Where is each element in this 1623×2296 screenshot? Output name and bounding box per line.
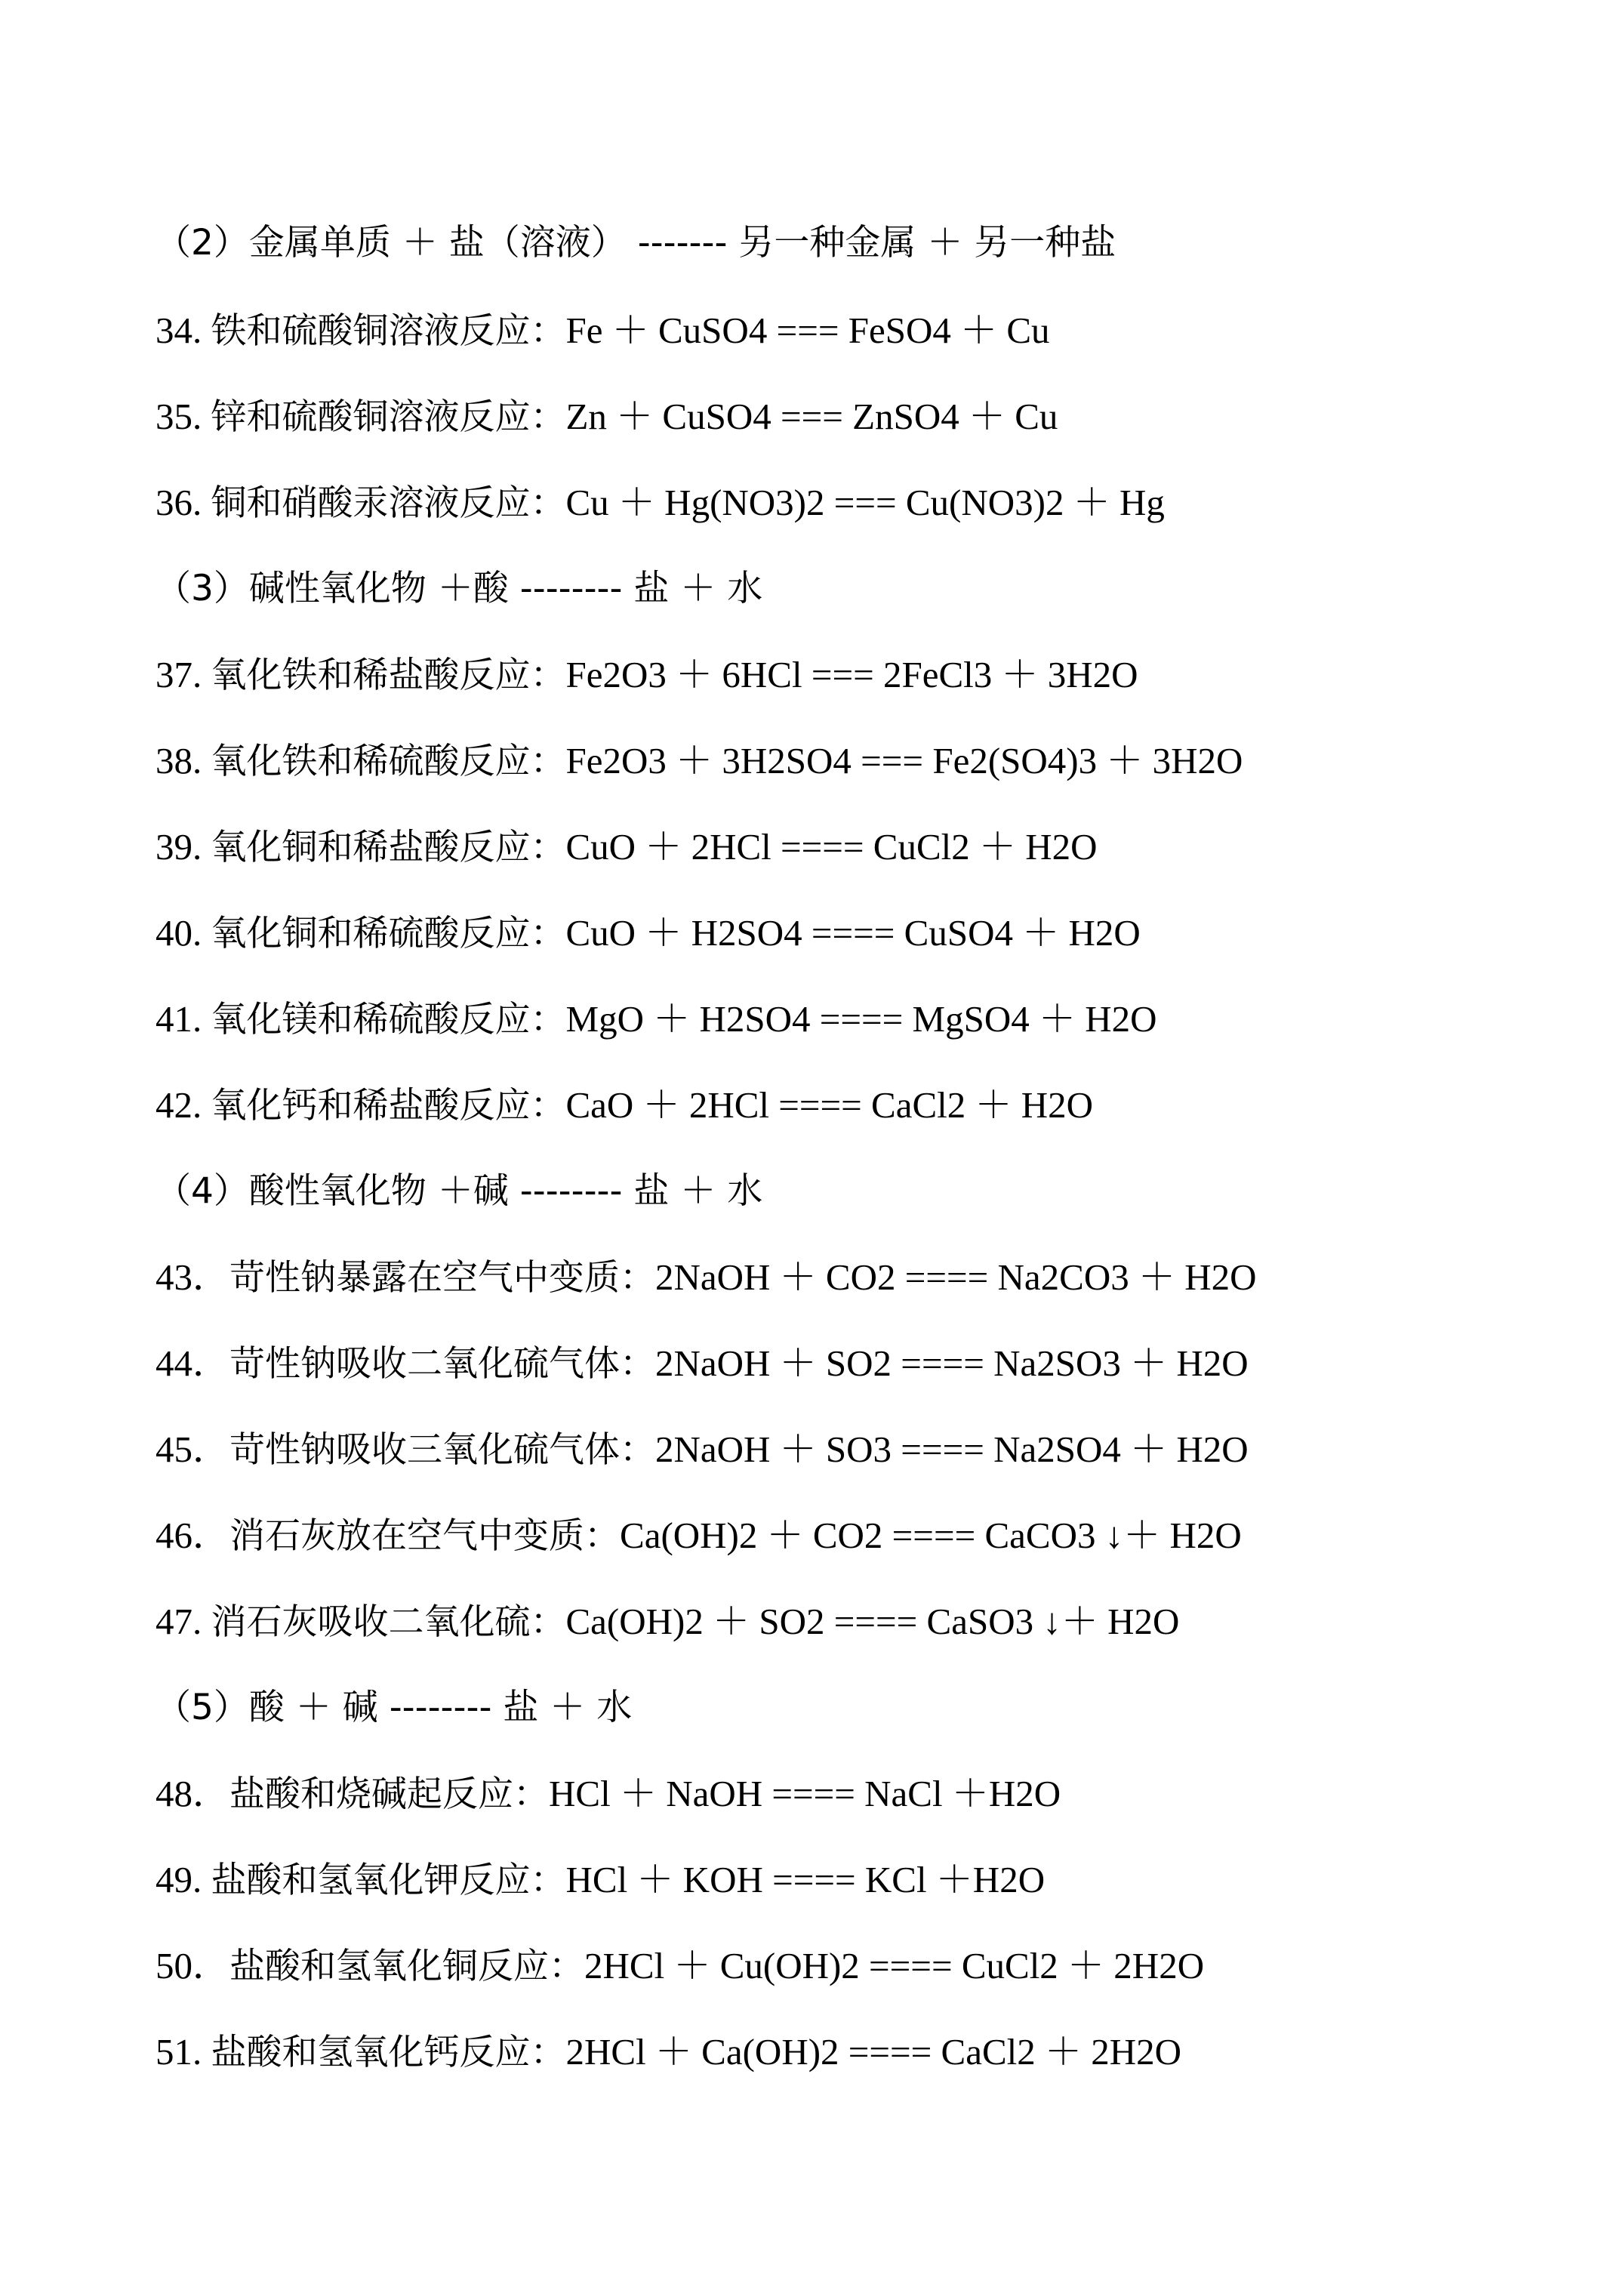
- reaction-equation: MgO ＋ H2SO4 ==== MgSO4 ＋ H2O: [565, 998, 1157, 1040]
- reaction-name: 铁和硫酸铜溶液反应：: [211, 310, 566, 352]
- reaction-name: 盐酸和氢氧化钙反应：: [211, 2032, 566, 2073]
- reaction-name: 铜和硝酸汞溶液反应：: [211, 482, 566, 524]
- reaction-equation: HCl ＋ NaOH ==== NaCl ＋H2O: [549, 1773, 1061, 1814]
- reaction-line-41: [156, 997, 1157, 1042]
- reaction-line-47: [156, 1599, 1179, 1644]
- reaction-name: 氧化铁和稀硫酸反应：: [211, 741, 566, 782]
- reaction-line-39: [156, 824, 1098, 870]
- item-number: 43．: [156, 1256, 230, 1298]
- reaction-name: 氧化铁和稀盐酸反应：: [211, 655, 566, 696]
- reaction-line-40: [156, 911, 1141, 956]
- reaction-equation: CaO ＋ 2HCl ==== CaCl2 ＋ H2O: [565, 1084, 1094, 1126]
- item-number: 48．: [156, 1773, 230, 1814]
- reaction-line-43: [156, 1255, 1257, 1300]
- reaction-equation: Zn ＋ CuSO4 === ZnSO4 ＋ Cu: [565, 396, 1058, 437]
- reaction-line-48: [156, 1771, 1061, 1817]
- section-heading-acidic-oxide-base: [156, 1169, 762, 1214]
- reaction-line-45: [156, 1427, 1249, 1472]
- reaction-name: 盐酸和氢氧化铜反应：: [229, 1946, 585, 1987]
- reaction-name: 苛性钠吸收二氧化硫气体：: [229, 1343, 656, 1385]
- section-heading-basic-oxide-acid: [156, 566, 762, 612]
- heading-text: （5）酸 ＋ 碱 -------- 盐 ＋ 水: [156, 1687, 633, 1728]
- reaction-equation: 2HCl ＋ Ca(OH)2 ==== CaCl2 ＋ 2H2O: [565, 2031, 1182, 2073]
- item-number: 35.: [156, 396, 211, 437]
- reaction-name: 消石灰吸收二氧化硫：: [211, 1601, 566, 1643]
- reaction-line-51: [156, 2029, 1181, 2075]
- reaction-name: 苛性钠暴露在空气中变质：: [229, 1257, 656, 1299]
- heading-text: （3）碱性氧化物 ＋酸 -------- 盐 ＋ 水: [156, 568, 763, 609]
- item-number: 36.: [156, 482, 211, 523]
- reaction-equation: Cu ＋ Hg(NO3)2 === Cu(NO3)2 ＋ Hg: [565, 482, 1165, 523]
- item-number: 38.: [156, 740, 211, 781]
- heading-text: （4）酸性氧化物 ＋碱 -------- 盐 ＋ 水: [156, 1170, 763, 1212]
- reaction-equation: Fe2O3 ＋ 6HCl === 2FeCl3 ＋ 3H2O: [565, 654, 1138, 695]
- reaction-equation: HCl ＋ KOH ==== KCl ＋H2O: [565, 1859, 1046, 1900]
- reaction-line-46: [156, 1513, 1242, 1558]
- reaction-line-37: [156, 652, 1138, 698]
- reaction-line-35: [156, 394, 1058, 439]
- item-number: 44．: [156, 1342, 230, 1384]
- reaction-equation: CuO ＋ 2HCl ==== CuCl2 ＋ H2O: [565, 826, 1098, 868]
- item-number: 37.: [156, 654, 211, 695]
- reaction-line-49: [156, 1857, 1045, 1903]
- reaction-name: 锌和硫酸铜溶液反应：: [211, 396, 566, 438]
- item-number: 45．: [156, 1428, 230, 1470]
- reaction-equation: Fe ＋ CuSO4 === FeSO4 ＋ Cu: [565, 310, 1050, 351]
- reaction-line-42: [156, 1083, 1093, 1128]
- reaction-name: 氧化铜和稀盐酸反应：: [211, 827, 566, 868]
- reaction-name: 氧化钙和稀盐酸反应：: [211, 1085, 566, 1126]
- reaction-name: 苛性钠吸收三氧化硫气体：: [229, 1429, 656, 1471]
- item-number: 40.: [156, 912, 211, 954]
- reaction-equation: CuO ＋ H2SO4 ==== CuSO4 ＋ H2O: [565, 912, 1141, 954]
- reaction-line-36: [156, 480, 1165, 525]
- reaction-equation: Ca(OH)2 ＋ CO2 ==== CaCO3 ↓＋ H2O: [620, 1515, 1242, 1556]
- heading-text: （2）金属单质 ＋ 盐（溶液） ------- 另一种金属 ＋ 另一种盐: [156, 222, 1116, 264]
- item-number: 50．: [156, 1945, 230, 1986]
- item-number: 46．: [156, 1515, 230, 1556]
- item-number: 39.: [156, 826, 211, 868]
- reaction-equation: 2HCl ＋ Cu(OH)2 ==== CuCl2 ＋ 2H2O: [584, 1945, 1205, 1986]
- reaction-name: 盐酸和氢氧化钾反应：: [211, 1860, 566, 1901]
- reaction-equation: 2NaOH ＋ SO3 ==== Na2SO4 ＋ H2O: [655, 1428, 1249, 1470]
- reaction-equation: 2NaOH ＋ SO2 ==== Na2SO3 ＋ H2O: [655, 1342, 1249, 1384]
- reaction-line-44: [156, 1341, 1249, 1386]
- reaction-equation: 2NaOH ＋ CO2 ==== Na2CO3 ＋ H2O: [655, 1256, 1257, 1298]
- item-number: 49.: [156, 1859, 211, 1900]
- item-number: 42.: [156, 1084, 211, 1126]
- reaction-name: 消石灰放在空气中变质：: [229, 1515, 621, 1557]
- item-number: 34.: [156, 310, 211, 351]
- item-number: 51.: [156, 2031, 211, 2073]
- reaction-equation: Ca(OH)2 ＋ SO2 ==== CaSO3 ↓＋ H2O: [565, 1601, 1180, 1642]
- reaction-line-38: [156, 738, 1243, 784]
- reaction-line-34: [156, 308, 1050, 353]
- reaction-equation: Fe2O3 ＋ 3H2SO4 === Fe2(SO4)3 ＋ 3H2O: [565, 740, 1243, 781]
- section-heading-metal-salt: [156, 220, 1116, 266]
- reaction-line-50: [156, 1943, 1204, 1989]
- section-heading-acid-base: [156, 1685, 632, 1730]
- item-number: 41.: [156, 998, 211, 1040]
- reaction-name: 盐酸和烧碱起反应：: [229, 1774, 550, 1815]
- reaction-name: 氧化铜和稀硫酸反应：: [211, 913, 566, 954]
- reaction-name: 氧化镁和稀硫酸反应：: [211, 999, 566, 1040]
- item-number: 47.: [156, 1601, 211, 1642]
